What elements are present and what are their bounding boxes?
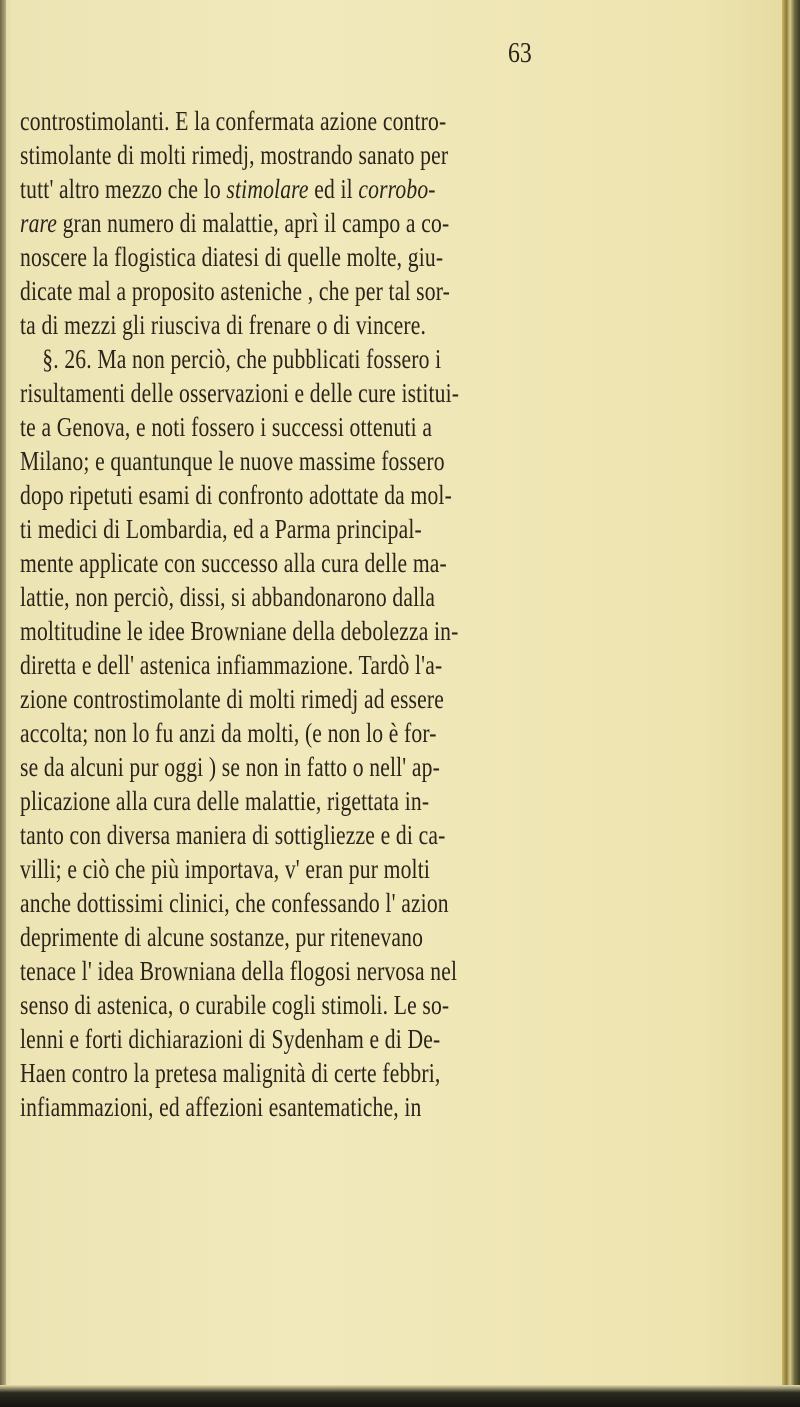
- text-line: [20, 206, 580, 240]
- text-line: [20, 920, 580, 954]
- text-line: [20, 172, 580, 206]
- text-line: [20, 1022, 580, 1056]
- page-bottom-edge: [0, 1385, 800, 1407]
- text-line: [20, 138, 580, 172]
- text-line: [20, 648, 580, 682]
- text-line: [20, 580, 580, 614]
- text-line: [20, 342, 580, 376]
- text-segment: Milano; e quantunque le nuove massime fossero: [20, 446, 445, 476]
- text-line: [20, 512, 580, 546]
- text-line: [20, 376, 580, 410]
- text-line: [20, 104, 580, 138]
- text-segment: tenace l' idea Browniana della flogosi nervosa nel: [20, 956, 458, 986]
- text-line: [20, 308, 580, 342]
- text-line: [20, 954, 580, 988]
- text-line: [20, 784, 580, 818]
- italic-text: rare: [20, 208, 58, 238]
- text-segment: anche dottissimi clinici, che confessando l' azion: [20, 888, 449, 918]
- text-line: [20, 682, 580, 716]
- text-segment: villi; e ciò che più importava, v' eran pur molti: [20, 854, 431, 884]
- text-line: [20, 716, 580, 750]
- text-line: [20, 852, 580, 886]
- page-number: 63: [508, 38, 532, 69]
- text-line: [20, 410, 580, 444]
- text-segment: ed il: [308, 174, 359, 204]
- text-segment: lenni e forti dichiarazioni di Sydenham e di De-: [20, 1024, 441, 1054]
- italic-text: stimolare: [226, 174, 309, 204]
- text-segment: tutt' altro mezzo che lo: [20, 174, 227, 204]
- text-line: [20, 1056, 580, 1090]
- text-segment: gran numero di malattie, aprì il campo a co-: [57, 208, 450, 238]
- text-segment: diretta e dell' astenica infiammazione. Tardò l'a-: [20, 650, 443, 680]
- text-line: [20, 988, 580, 1022]
- text-segment: stimolante di molti rimedj, mostrando sanato per: [20, 140, 449, 170]
- text-segment: te a Genova, e noti fossero i successi ottenuti a: [20, 412, 433, 442]
- text-segment: ta di mezzi gli riusciva di frenare o di vincere.: [20, 310, 427, 340]
- text-segment: plicazione alla cura delle malattie, rigettata in-: [20, 786, 430, 816]
- text-line: [20, 546, 580, 580]
- text-line: [20, 444, 580, 478]
- text-segment: accolta; non lo fu anzi da molti, (e non lo è for-: [20, 718, 437, 748]
- text-segment: mente applicate con successo alla cura delle ma-: [20, 548, 447, 578]
- text-line: [20, 478, 580, 512]
- text-line: [20, 750, 580, 784]
- text-segment: senso di astenica, o curabile cogli stimoli. Le so-: [20, 990, 450, 1020]
- text-segment: ti medici di Lombardia, ed a Parma principal-: [20, 514, 422, 544]
- text-segment: §. 26. Ma non perciò, che pubblicati fossero i: [20, 344, 442, 374]
- text-line: [20, 886, 580, 920]
- text-line: [20, 1090, 580, 1124]
- body-text: [20, 104, 720, 1124]
- book-binding-edge: [782, 0, 800, 1407]
- text-segment: noscere la flogistica diatesi di quelle molte, giu-: [20, 242, 444, 272]
- text-segment: risultamenti delle osservazioni e delle cure istitui-: [20, 378, 460, 408]
- text-segment: se da alcuni pur oggi ) se non in fatto o nell' ap-: [20, 752, 440, 782]
- text-segment: Haen contro la pretesa malignità di certe febbri,: [20, 1058, 441, 1088]
- text-segment: moltitudine le idee Browniane della debolezza in-: [20, 616, 459, 646]
- text-segment: zione controstimolante di molti rimedj ad essere: [20, 684, 444, 714]
- text-segment: deprimente di alcune sostanze, pur ritenevano: [20, 922, 424, 952]
- page-left-edge: [0, 0, 6, 1407]
- text-line: [20, 614, 580, 648]
- text-line: [20, 240, 580, 274]
- text-line: [20, 274, 580, 308]
- text-segment: infiammazioni, ed affezioni esantematiche, in: [20, 1092, 422, 1122]
- text-segment: tanto con diversa maniera di sottigliezze e di ca-: [20, 820, 446, 850]
- italic-text: corrobo-: [358, 174, 436, 204]
- text-segment: dicate mal a proposito asteniche , che per tal sor-: [20, 276, 450, 306]
- text-line: [20, 818, 580, 852]
- text-segment: controstimolanti. E la confermata azione contro-: [20, 106, 447, 136]
- text-segment: lattie, non perciò, dissi, si abbandonarono dalla: [20, 582, 436, 612]
- text-segment: dopo ripetuti esami di confronto adottate da mol-: [20, 480, 452, 510]
